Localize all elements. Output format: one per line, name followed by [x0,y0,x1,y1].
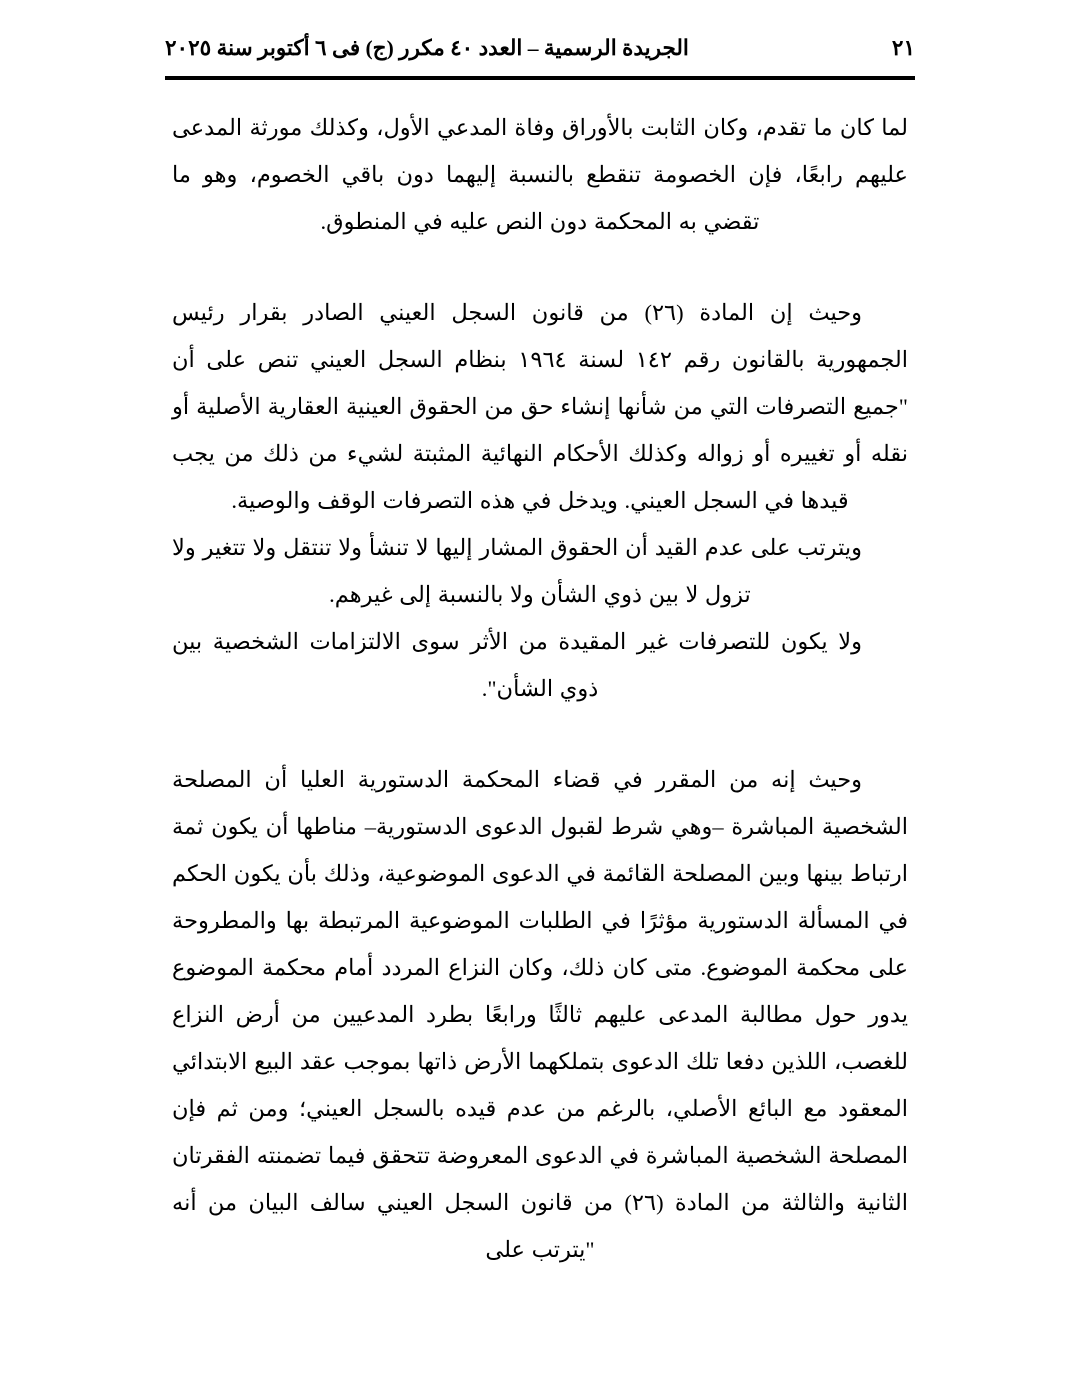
page-number: ٢١ [891,35,915,60]
paragraph-4: ولا يكون للتصرفات غير المقيدة من الأثر سوى الالتزامات الشخصية بين ذوي الشأن". [172,629,862,701]
paragraph-2: وحيث إن المادة (٢٦) من قانون السجل العيني الصادر بقرار رئيس الجمهورية بالقانون رقم ١٤٢ لسنة ١٩٦٤ بنظام السجل العيني تنص على أن "جميع التصرفات التي من شأنها إنشاء حق من الحقوق العينية العقارية الأصلية أو نقله أو تغييره أو زواله وكذلك الأحكام النهائية المثبتة لشيء من ذلك من يجب قيدها في السجل العيني. ويدخل في هذه التصرفات الوقف والوصية. [172,300,908,513]
paragraph-spacer [172,712,908,756]
gazette-running-title: الجريدة الرسمية – العدد ٤٠ مكرر (ج) فى ٦ أكتوبر سنة ٢٠٢٥ [165,35,689,60]
page-header [165,28,915,68]
paragraph-1: لما كان ما تقدم، وكان الثابت بالأوراق وفاة المدعي الأول، وكذلك مورثة المدعى عليهم رابعًا، فإن الخصومة تنقطع بالنسبة إليهما دون باقي الخصوم، وهو ما تقضي به المحكمة دون النص عليه في المنطوق. [172,115,908,234]
header-divider-rule [165,76,915,80]
paragraph-spacer [172,245,908,289]
paragraph-3: ويترتب على عدم القيد أن الحقوق المشار إليها لا تنشأ ولا تنتقل ولا تتغير ولا تزول لا بين ذوي الشأن ولا بالنسبة إلى غيرهم. [172,535,862,607]
paragraph-5: وحيث إنه من المقرر في قضاء المحكمة الدستورية العليا أن المصلحة الشخصية المباشرة –وهي شرط لقبول الدعوى الدستورية– مناطها أن يكون ثمة ارتباط بينها وبين المصلحة القائمة في الدعوى الموضوعية، وذلك بأن يكون الحكم في المسألة الدستورية مؤثرًا في الطلبات الموضوعية المرتبطة بها والمطروحة على محكمة الموضوع. متى كان ذلك، وكان النزاع المردد أمام محكمة الموضوع يدور حول مطالبة المدعى عليهم ثالثًا ورابعًا بطرد المدعيين من أرض النزاع للغصب، اللذين دفعا تلك الدعوى بتملكهما الأرض ذاتها بموجب عقد البيع الابتدائي المعقود مع البائع الأصلي، بالرغم من عدم قيده بالسجل العيني؛ ومن ثم فإن المصلحة الشخصية المباشرة في الدعوى المعروضة تتحقق فيما تضمنته الفقرتان الثانية والثالثة من المادة (٢٦) من قانون السجل العيني سالف البيان من أنه "يترتب على [172,767,908,1262]
document-body [172,104,908,1273]
